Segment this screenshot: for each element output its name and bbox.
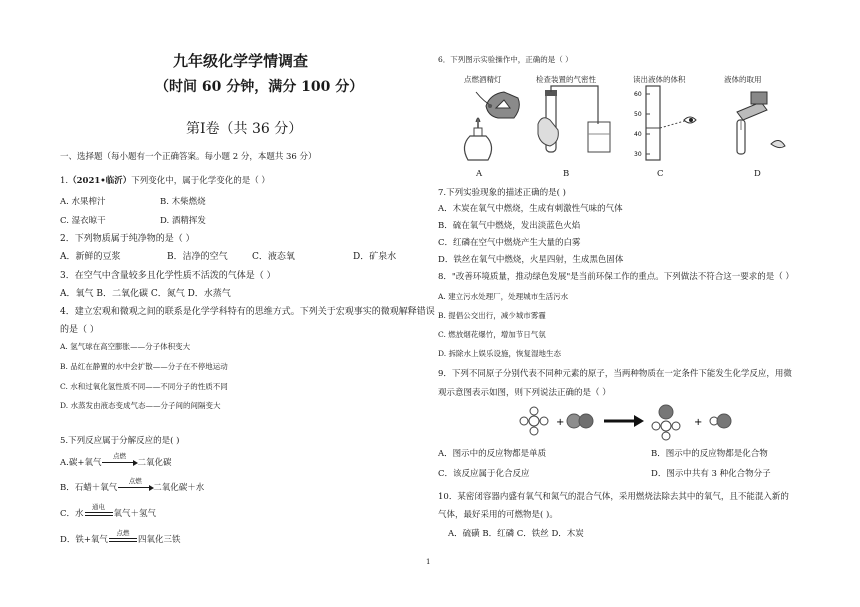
- liquid-pouring-figure: [721, 84, 801, 162]
- q8-stem: 8．"改善环境质量，推动绿色发展"是当前环保工作的重点。下列做法不符合这一要求的是（ ）: [438, 272, 794, 282]
- q6-label-c: C: [657, 169, 664, 179]
- q5-b-arrow: [117, 477, 153, 493]
- q7-option-a: A．木炭在氧气中燃烧，生成有刺激性气味的气体: [438, 204, 623, 214]
- q8-option-c: C. 燃放烟花爆竹，增加节日气氛: [438, 330, 546, 339]
- reactant-molecule-1: [520, 407, 548, 435]
- q4-option-d: D. 水蒸发由液态变成气态——分子间的间隔变大: [60, 401, 221, 410]
- q5-a-condition: 点燃: [112, 452, 126, 460]
- q7-option-d: D．铁丝在氧气中燃烧，火星四射，生成黑色固体: [438, 255, 624, 265]
- cylinder-tick-60: 60: [634, 91, 642, 98]
- q1-option-d: D. 酒精挥发: [160, 216, 206, 226]
- q9-stem-line1: 9．下列不同原子分别代表不同种元素的原子，当两种物质在一定条件下能发生化学反应，用微: [438, 369, 792, 379]
- reaction-arrow: [604, 415, 644, 427]
- section-heading: 一、选择题（每小题有一个正确答案。每小题 2 分，本题共 36 分）: [60, 152, 317, 162]
- plus-sign-1: +: [556, 417, 565, 428]
- q5-c-arrow: [84, 503, 114, 519]
- page-number: 1: [426, 558, 431, 566]
- q10-options: A．硫磺 B．红磷 C．铁丝 D．木炭: [448, 529, 584, 539]
- q5-a-products: 二氧化碳: [137, 458, 172, 468]
- q2-option-c: C．液态氧: [252, 252, 295, 262]
- q6-stem: 6．下列图示实验操作中，正确的是（ ）: [438, 55, 573, 64]
- q6-caption-d: 液体的取用: [724, 75, 762, 84]
- q2-option-b: B．洁净的空气: [167, 252, 228, 262]
- q2-option-d: D．矿泉水: [353, 252, 397, 262]
- q5-a-arrow: [101, 452, 137, 468]
- q4-option-b: B. 品红在静置的水中会扩散——分子在不停地运动: [60, 362, 228, 371]
- q5-d-condition: 点燃: [116, 529, 130, 537]
- q3-options: A．氧气 B．二氧化碳 C．氮气 D．水蒸气: [60, 289, 231, 299]
- reactant-molecule-2: [567, 414, 593, 428]
- cylinder-figure: [634, 84, 704, 162]
- q5-c-condition: 通电: [92, 503, 106, 511]
- q4-option-c: C. 水和过氧化氢性质不同——不同分子的性质不同: [60, 382, 228, 391]
- product-molecule-2: [710, 414, 731, 428]
- q10-stem-line1: 10．某密闭容器内盛有氧气和氮气的混合气体，采用燃烧法除去其中的氧气，且不能混入新的: [438, 492, 789, 502]
- q5-option-a: [60, 452, 172, 468]
- q5-c-products: 氧气＋氢气: [113, 509, 157, 519]
- q6-label-d: D: [754, 169, 761, 179]
- q1-option-c: C. 湿衣晾干: [60, 216, 106, 226]
- q7-stem: 7.下列实验现象的描述正确的是( ): [438, 188, 566, 198]
- airtightness-figure: [536, 84, 616, 162]
- q7-option-b: B．硫在氧气中燃烧，发出淡蓝色火焰: [438, 221, 581, 231]
- q5-c-reactants: C．水: [60, 509, 84, 519]
- q8-option-b: B. 提倡公交出行，减少城市雾霾: [438, 311, 546, 320]
- q1-option-b: B. 木柴燃烧: [160, 197, 206, 207]
- q4-stem-line2: 的是（ ）: [60, 325, 99, 335]
- q6-label-a: A: [476, 169, 483, 179]
- alcohol-lamp-figure: [456, 84, 526, 162]
- cylinder-tick-30: 30: [634, 151, 642, 158]
- q5-option-c: [60, 503, 157, 519]
- q5-stem: 5.下列反应属于分解反应的是( ): [60, 436, 180, 446]
- cylinder-tick-50: 50: [634, 111, 642, 118]
- cylinder-tick-40: 40: [634, 131, 642, 138]
- q9-option-c: C．该反应属于化合反应: [438, 469, 530, 479]
- q1-option-a: A. 水果榨汁: [60, 197, 106, 207]
- q6-caption-c: 读出液体的体积: [633, 75, 686, 84]
- q5-option-b: [60, 477, 205, 493]
- product-molecule-1: [652, 405, 680, 440]
- q6-label-b: B: [563, 169, 570, 179]
- q1-source: （2021•临沂）: [68, 176, 132, 186]
- q5-b-condition: 点燃: [128, 477, 142, 485]
- q5-d-arrow: [108, 529, 138, 545]
- q2-option-a: A．新鲜的豆浆: [60, 252, 121, 262]
- q9-option-d: D．图示中共有 3 种化合物分子: [651, 469, 771, 479]
- q1-text: 下列变化中，属于化学变化的是（ ）: [131, 176, 270, 186]
- q10-stem-line2: 气体，最好采用的可燃物是( )。: [438, 510, 558, 520]
- reaction-microdiagram: [518, 400, 758, 442]
- q9-option-b: B．图示中的反应物都是化合物: [651, 449, 768, 459]
- q6-caption-b: 检查装置的气密性: [536, 75, 596, 84]
- q2-stem: 2．下列物质属于纯净物的是（ ）: [60, 234, 195, 244]
- q6-caption-a: 点燃酒精灯: [464, 75, 502, 84]
- plus-sign-2: +: [694, 417, 703, 428]
- q9-stem-line2: 观示意图表示如图，则下列说法正确的是（ ）: [438, 388, 611, 398]
- q1-stem: [60, 174, 270, 186]
- q4-stem-line1: 4．建立宏观和微观之间的联系是化学学科特有的思维方式。下列关于宏观事实的微观解释错误: [60, 307, 435, 317]
- q5-a-reactants: A.碳+氧气: [60, 458, 102, 468]
- q5-d-products: 四氧化三铁: [137, 535, 181, 545]
- q5-b-products: 二氧化碳＋水: [153, 483, 205, 493]
- q9-option-a: A．图示中的反应物都是单质: [438, 449, 547, 459]
- q8-option-a: A. 建立污水处理厂，处理城市生活污水: [438, 292, 569, 301]
- q4-option-a: A. 氢气球在高空膨胀——分子体积变大: [60, 342, 191, 351]
- q5-option-d: [60, 529, 181, 545]
- q3-stem: 3．在空气中含量较多且化学性质不活泼的气体是（ ）: [60, 271, 276, 281]
- q8-option-d: D. 拆除水上娱乐设施，恢复湿地生态: [438, 349, 562, 358]
- exam-subtitle: （时间 60 分钟，满分 100 分）: [155, 79, 364, 95]
- q1-number: 1.: [60, 176, 69, 186]
- q5-d-reactants: D．铁+氧气: [60, 535, 108, 545]
- q7-option-c: C．红磷在空气中燃烧产生大量的白雾: [438, 238, 581, 248]
- exam-title: 九年级化学学情调查: [173, 52, 309, 70]
- volume-heading: 第Ⅰ卷（共 36 分）: [186, 121, 303, 137]
- q5-b-reactants: B．石蜡＋氧气: [60, 483, 118, 493]
